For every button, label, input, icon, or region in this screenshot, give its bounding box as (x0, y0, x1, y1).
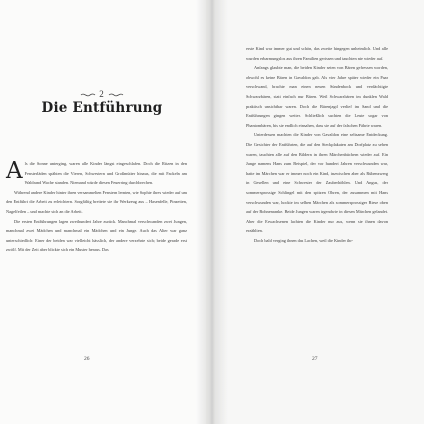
paragraph: Während andere Kinder hinter ihren versammelten Fenstern lernten, wie Sophie ihres wieder auf um den Entführt die Arbeit zu erleichtern. Sorgfältig breitete sie ihr Werkzeug aus – Hasenfelle, Pinzetten, Nagelfeilen – und machte sich an die Arbeit. (6, 189, 188, 214)
page-number-right: 27 (312, 356, 318, 362)
right-page (206, 0, 424, 424)
left-flourish-icon (80, 92, 96, 98)
right-flourish-icon (108, 92, 124, 98)
chapter-title: Die Entführung (41, 100, 163, 116)
paragraph: Die ersten Entführungen lagen zweihundert Jahre zurück. Manchmal verschwanden zwei Jungen, manchmal zwei Mädchen und manchmal ein Mädchen und ein Junge. Auch das Alter war ganz unterschiedlich: Einer der beiden war vielleicht hässlich, der andere verzehrte sich; beide gerade erst zwölf. Mit der Zeit aber blickte sich ein Muster heraus. Das (6, 218, 187, 253)
chapter-number: 2 (99, 89, 105, 99)
right-page-text (246, 44, 388, 245)
paragraph: Doch bald verging ihnen das Lachen, weil die Kinder ihr- (254, 237, 354, 243)
page-number-left: 26 (84, 356, 90, 362)
paragraph (6, 159, 187, 188)
left-page (0, 0, 206, 424)
paragraph-text: ls die Sonne unterging, waren alle Kinder längst eingeschlafen. Doch die Ritzen in den Fensterläden spähten die Vieren, Schwestern und Großmütter hinaus, die mit Fackeln am Waldrand Wache standen. Niemand würde diesen Feuerring durchbrechen. (24, 161, 187, 186)
paragraph: Unterdessen machten die Kinder von Gavaldon eine seltsame Entdeckung. Die Gesichter der Entführten, die auf den Steckplakaten am Dorfplatz zu sehen waren, tauchten alle auf den Bildern in ihren Märchenbüchern wieder auf. Ein Junge namens Hans zum Beispiel, der vor hundert Jahren verschwunden war, hatte im Märchen war er immer noch ein Kind, inzwischen aber als Rübenzwerg in Gesellen und eine Schwester der Zauberhöhlen. Und Angus, der sommersprossige Schlingel mit den spitzen Ohren, der zusammen mit Hans verschwunden war, hockte im selben Märchen als sommersprossiger Riese oben auf der Bohnenranke. Beide Jungen waren irgendwie in diesen Märchen gelandet. Aber die Erwachsenen lachten die Kinder nur aus, wenn sie ihnen davon erzählten. (246, 132, 388, 234)
paragraph: erste Kind war immer gut und schön, das zweite hingegen unheimlich. Und alle wurden erbarmungslos aus ihren Familien gerissen und tauchten nie wieder auf. (246, 46, 388, 61)
left-page-text (6, 159, 187, 255)
drop-cap: A (6, 158, 23, 184)
paragraph: Anfangs glaubte man, die beiden Kinder seien von Bären gefressen worden, obwohl es keine Bären in Gavaldon gab. Als vier Jahre später wieder ein Paar verschwand, brachte man einen neuen Sündenbock und verdächtigte Schwarzbären, statt einfach nur Bären. Weil Schwarzbären im dunklen Wald praktisch unsichtbar waren. Doch die Bärenjagd verlief im Sand und die Entführungen gingen weiter. Schließlich suchten die Leute sogar von Phantombären, bis sie endlich einsahen, dass sie auf der falschen Fährte waren. (246, 65, 388, 128)
chapter-ornament (56, 89, 148, 99)
